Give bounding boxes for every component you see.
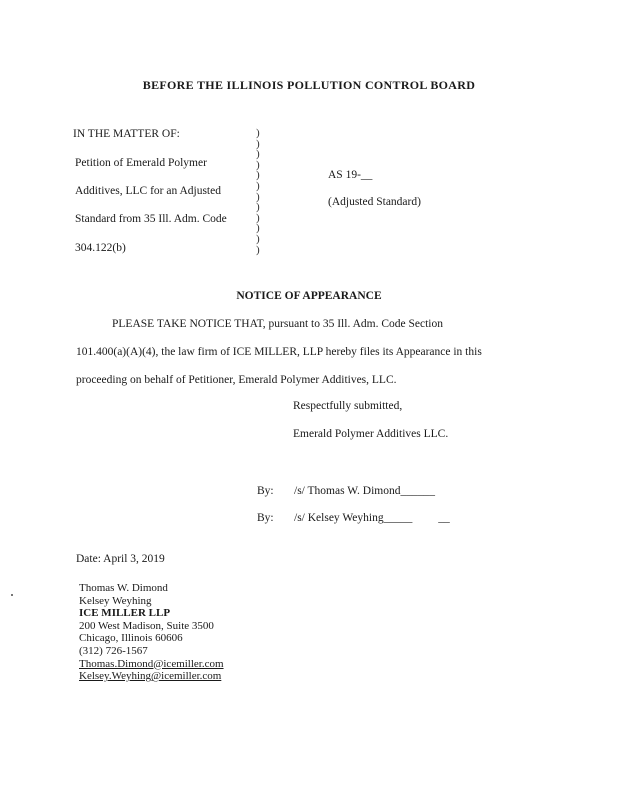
contact-street: 200 West Madison, Suite 3500 (79, 619, 214, 632)
contact-city: Chicago, Illinois 60606 (79, 632, 183, 645)
caption-line-section: 304.122(b) (75, 242, 126, 254)
scan-speck (11, 594, 13, 596)
caption-line-petition: Petition of Emerald Polymer (75, 157, 207, 169)
caption-line-additives: Additives, LLC for an Adjusted (75, 185, 221, 197)
contact-firm: ICE MILLER LLP (79, 607, 171, 620)
caption-line-matter: IN THE MATTER OF: (73, 128, 180, 140)
contact-name-weyhing: Kelsey Weyhing (79, 594, 152, 607)
contact-phone: (312) 726-1567 (79, 644, 148, 657)
signature-by-label-2: By: (257, 512, 274, 524)
contact-block (79, 582, 224, 683)
caption-bracket: ) ) ) ) ) ) ) ) ) ) ) ) (256, 127, 260, 256)
respectfully-submitted: Respectfully submitted, (293, 400, 403, 412)
filing-date: Date: April 3, 2019 (76, 553, 165, 565)
contact-name-dimond: Thomas W. Dimond (79, 582, 168, 594)
case-type: (Adjusted Standard) (328, 196, 421, 208)
contact-email-dimond[interactable]: Thomas.Dimond@icemiller.com (79, 657, 224, 670)
contact-email-weyhing[interactable]: Kelsey.Weyhing@icemiller.com (79, 670, 222, 683)
body-line-3: proceeding on behalf of Petitioner, Emerald Polymer Additives, LLC. (76, 374, 397, 386)
signature-weyhing: /s/ Kelsey Weyhing_____ __ (294, 512, 450, 524)
signature-dimond: /s/ Thomas W. Dimond______ (294, 485, 435, 497)
body-line-2: 101.400(a)(A)(4), the law firm of ICE MILLER, LLP hereby files its Appearance in this (76, 346, 482, 358)
case-number: AS 19-__ (328, 169, 373, 181)
party-name: Emerald Polymer Additives LLC. (293, 428, 449, 440)
body-line-1: PLEASE TAKE NOTICE THAT, pursuant to 35 Ill. Adm. Code Section (112, 318, 443, 330)
signature-by-label-1: By: (257, 485, 274, 497)
notice-title: NOTICE OF APPEARANCE (236, 290, 382, 302)
caption-line-standard: Standard from 35 Ill. Adm. Code (75, 213, 227, 225)
board-title: BEFORE THE ILLINOIS POLLUTION CONTROL BOARD (142, 78, 476, 92)
